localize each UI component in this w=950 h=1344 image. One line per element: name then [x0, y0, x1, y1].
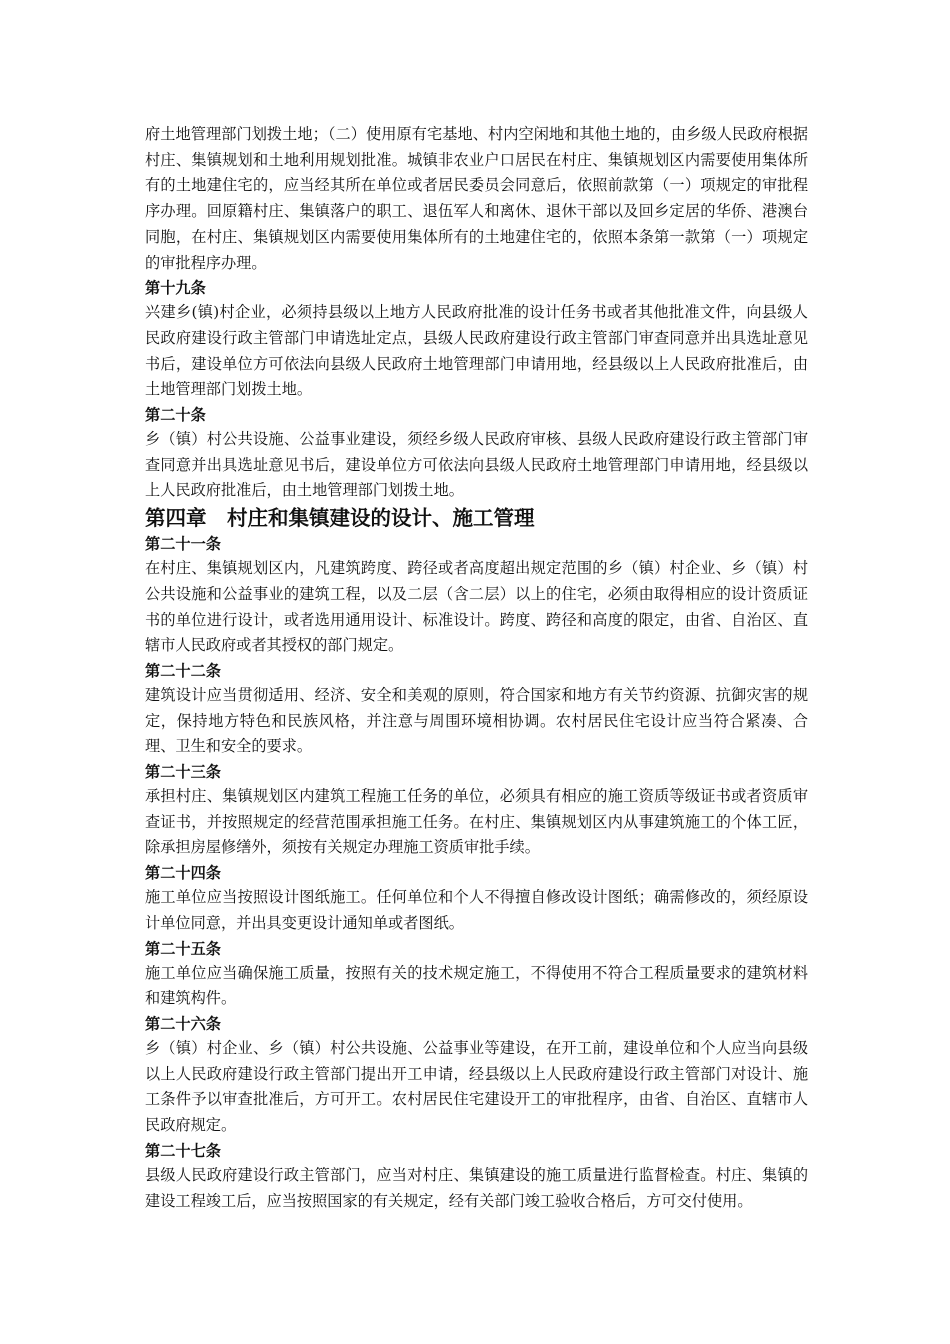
- article-title: 第十九条: [145, 279, 206, 298]
- article-body: 施工单位应当按照设计图纸施工。任何单位和个人不得擅自修改设计图纸；确需修改的，须经原设计单位同意，并出具变更设计通知单或者图纸。: [145, 888, 808, 932]
- article-body: 承担村庄、集镇规划区内建筑工程施工任务的单位，必须具有相应的施工资质等级证书或者资质审查证书，并按照规定的经营范围承担施工任务。在村庄、集镇规划区内从事建筑施工的个体工匠，除承担房屋修缮外，须按有关规定办理施工资质审批手续。: [145, 787, 808, 857]
- article-title: 第二十二条: [145, 661, 221, 680]
- document-page: [145, 122, 808, 1214]
- article-title: 第二十四条: [145, 864, 221, 883]
- article-title: 第二十七条: [145, 1141, 221, 1160]
- article-19: [145, 276, 808, 403]
- article-body: 建筑设计应当贯彻适用、经济、安全和美观的原则，符合国家和地方有关节约资源、抗御灾害的规定，保持地方特色和民族风格，并注意与周围环境相协调。农村居民住宅设计应当符合紧凑、合理、卫生和安全的要求。: [145, 685, 808, 756]
- chapter-heading: 第四章 村庄和集镇建设的设计、施工管理: [145, 506, 535, 531]
- article-body: 兴建乡(镇)村企业，必须持县级以上地方人民政府批准的设计任务书或者其他批准文件，向县级人民政府建设行政主管部门申请选址定点，县级人民政府建设行政主管部门审查同意并出具选址意见书后，建设单位方可依法向县级人民政府土地管理部门申请用地，经县级以上人民政府批准后，由土地管理部门划拨土地。: [145, 303, 808, 399]
- article-24: [145, 861, 808, 936]
- article-title: 第二十一条: [145, 535, 221, 554]
- article-22: [145, 659, 808, 760]
- article-title: 第二十条: [145, 406, 206, 425]
- article-26: [145, 1012, 808, 1139]
- intro-paragraph: 府土地管理部门划拨土地；（二）使用原有宅基地、村内空闲地和其他土地的，由乡级人民政府根据村庄、集镇规划和土地利用规划批准。城镇非农业户口居民在村庄、集镇规划区内需要使用集体所有的土地建住宅的，应当经其所在单位或者居民委员会同意后，依照前款第（一）项规定的审批程序办理。回原籍村庄、集镇落户的职工、退伍军人和离休、退休干部以及回乡定居的华侨、港澳台同胞，在村庄、集镇规划区内需要使用集体所有的土地建住宅的，依照本条第一款第（一）项规定的审批程序办理。: [145, 125, 808, 272]
- article-body: 在村庄、集镇规划区内，凡建筑跨度、跨径或者高度超出规定范围的乡（镇）村企业、乡（镇）村公共设施和公益事业的建筑工程，以及二层（含二层）以上的住宅，必须由取得相应的设计资质证书的单位进行设计，或者选用通用设计、标准设计。跨度、跨径和高度的限定，由省、自治区、直辖市人民政府或者其授权的部门规定。: [145, 559, 808, 655]
- article-body: 施工单位应当确保施工质量，按照有关的技术规定施工，不得使用不符合工程质量要求的建筑材料和建筑构件。: [145, 963, 808, 1008]
- article-23: [145, 760, 808, 861]
- article-body: 县级人民政府建设行政主管部门，应当对村庄、集镇建设的施工质量进行监督检查。村庄、集镇的建设工程竣工后，应当按照国家的有关规定，经有关部门竣工验收合格后，方可交付使用。: [145, 1165, 808, 1210]
- article-21: [145, 532, 808, 659]
- article-20: [145, 403, 808, 504]
- article-25: [145, 937, 808, 1012]
- article-title: 第二十六条: [145, 1014, 221, 1033]
- article-body: 乡（镇）村公共设施、公益事业建设，须经乡级人民政府审核、县级人民政府建设行政主管部门审查同意并出具选址意见书后，建设单位方可依法向县级人民政府土地管理部门申请用地，经县级以上人民政府批准后，由土地管理部门划拨土地。: [145, 430, 808, 500]
- article-body: 乡（镇）村企业、乡（镇）村公共设施、公益事业等建设，在开工前，建设单位和个人应当向县级以上人民政府建设行政主管部门提出开工申请，经县级以上人民政府建设行政主管部门对设计、施工条件予以审查批准后，方可开工。农村居民住宅建设开工的审批程序，由省、自治区、直辖市人民政府规定。: [145, 1038, 808, 1135]
- article-title: 第二十三条: [145, 763, 221, 782]
- article-27: [145, 1139, 808, 1214]
- article-title: 第二十五条: [145, 939, 221, 958]
